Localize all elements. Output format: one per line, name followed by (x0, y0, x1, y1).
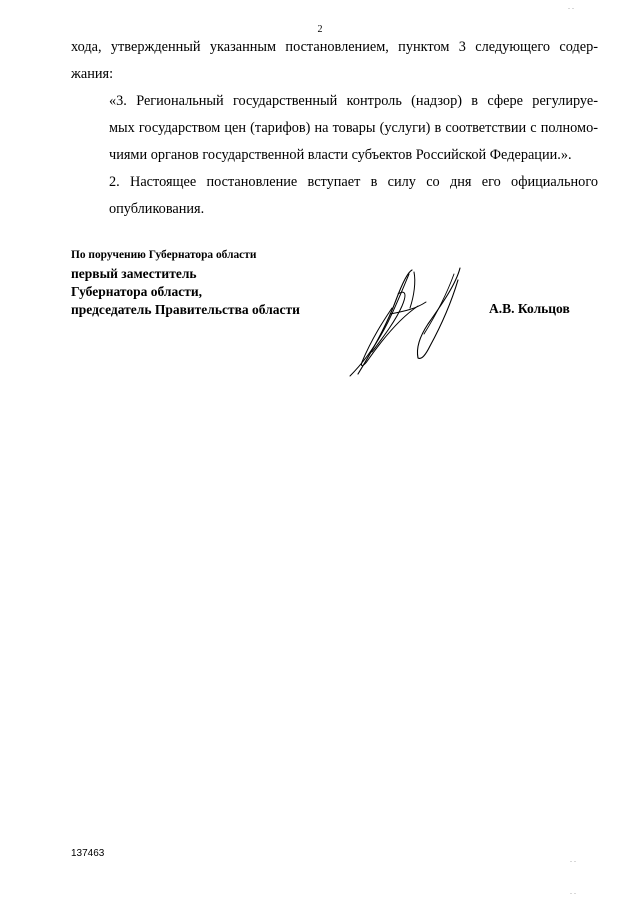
signatory-title-line: первый заместитель (71, 266, 197, 281)
signatory-title-line: председатель Правительства области (71, 302, 300, 317)
text-line: чиями органов государственной власти субъектов Российской Федерации.». (109, 147, 572, 163)
text-line: «3. Региональный государственный контроль (надзор) в сфере регулируе- (109, 93, 598, 109)
page-number: 2 (317, 24, 323, 35)
text-line: опубликования. (109, 201, 205, 217)
paragraph-amendment (71, 88, 598, 169)
document-body (71, 34, 598, 223)
scan-mark: . . (568, 2, 574, 11)
paragraph-continuation (71, 34, 598, 88)
text-line: жания: (71, 66, 114, 82)
document-code: 137463 (71, 848, 105, 859)
scan-mark: . . (570, 855, 576, 864)
signatory-name: А.В. Кольцов (489, 301, 570, 316)
scan-mark: . . (570, 887, 576, 896)
text-line: мых государством цен (тарифов) на товары (услуги) в соответствии с полномо- (109, 120, 598, 136)
signoff-block (71, 248, 300, 319)
signatory-title-line: Губернатора области, (71, 284, 202, 299)
assignment-line: По поручению Губернатора области (71, 249, 257, 261)
paragraph-effective-date (71, 169, 598, 223)
handwritten-signature-icon (338, 262, 468, 380)
text-line: хода, утвержденный указанным постановлением, пунктом 3 следующего содер- (71, 39, 598, 55)
text-line: 2. Настоящее постановление вступает в силу со дня его официального (109, 174, 598, 190)
